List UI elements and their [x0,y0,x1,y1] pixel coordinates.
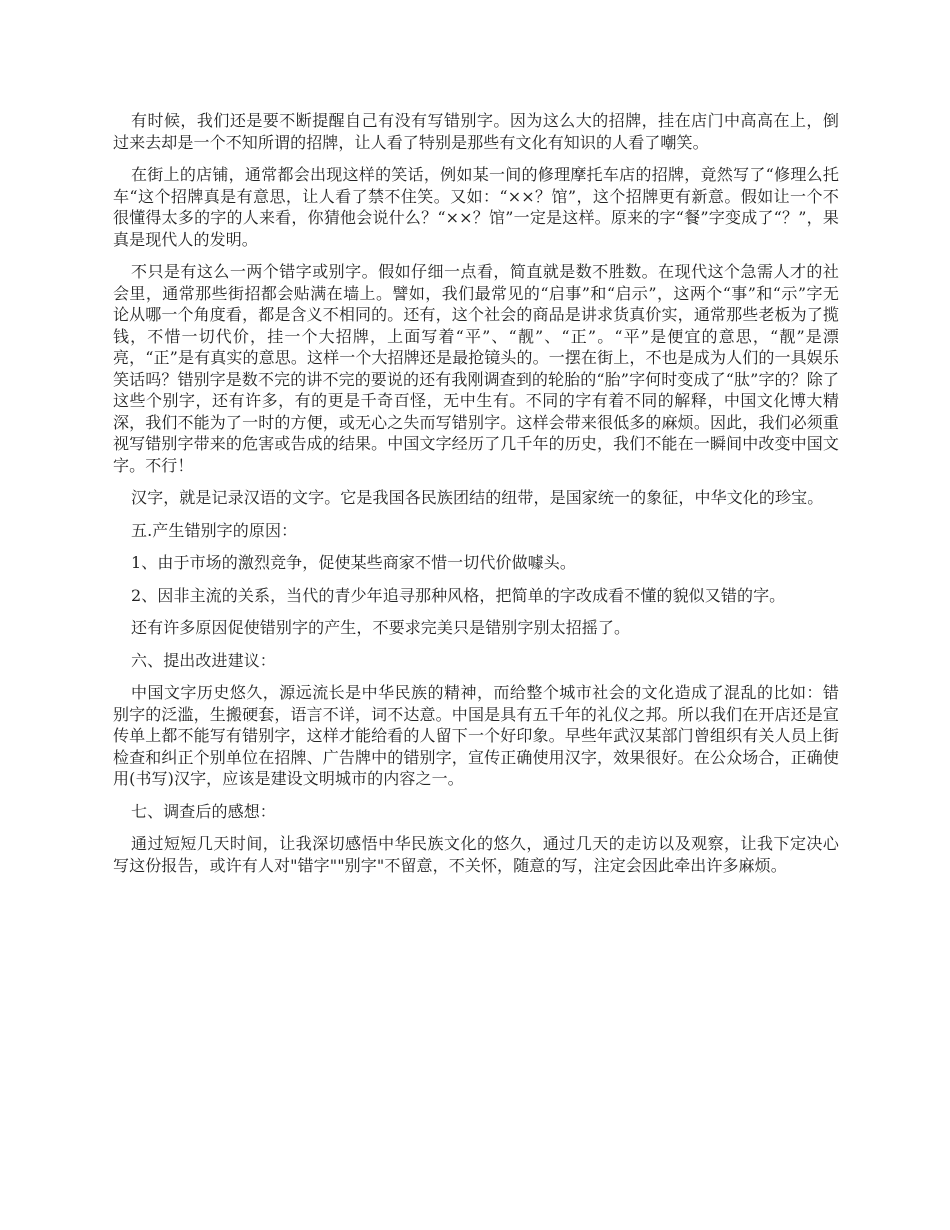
section-heading-suggestions: 六、提出改进建议： [131,650,276,670]
section-heading-causes: 五.产生错别字的原因： [131,520,298,540]
paragraph-suggestions: 中国文字历史悠久，源远流长是中华民族的精神，而给整个城市社会的文化造成了混乱的比如：错别字的泛滥，生搬硬套，语言不详，词不达意。中国是具有五千年的礼仪之邦。所以我们在开店还是宣传单上都不能写有错别字，这样才能给看的人留下一个好印象。早些年武汉某部门曾组织有关人员上街检查和纠正个别单位在招牌、广告牌中的错别字，宣传正确使用汉字，效果很好。在公众场合，正确使用(书写)汉字，应该是建设文明城市的内容之一。 [113,683,839,788]
paragraph-countless-errors: 不只是有这么一两个错字或别字。假如仔细一点看，简直就是数不胜数。在现代这个急需人才的社会里，通常那些街招都会贴满在墙上。譬如，我们最常见的“启事”和“启示”，这两个“事”和“示”字无论从哪一个角度看，都是含义不相同的。还有，这个社会的商品是讲求货真价实，通常那些老板为了揽钱，不惜一切代价，挂一个大招牌，上面写着“平”、“靓”、“正”。“平”是便宜的意思，“靓”是漂亮，“正”是有真实的意思。这样一个大招牌还是最抢镜头的。一摆在街上，不也是成为人们的一具娱乐笑话吗？错别字是数不完的讲不完的要说的还有我刚调查到的轮胎的“胎”字何时变成了“肽”字的？除了这些个别字，还有许多，有的更是千奇百怪，无中生有。不同的字有着不同的解释，中国文化博大精深，我们不能为了一时的方便，或无心之失而写错别字。这样会带来很低多的麻烦。因此，我们必须重视写错别字带来的危害或告成的结果。中国文字经历了几千年的历史，我们不能在一瞬间中改变中国文字。不行！ [113,262,839,475]
list-item-cause-1: 1、由于市场的激烈竞争，促使某些商家不惜一切代价做噱头。 [131,553,576,572]
list-item-cause-2: 2、因非主流的关系，当代的青少年追寻那种风格，把简单的字改成看不懂的貌似又错的字。 [131,585,786,605]
section-heading-reflections: 七、调查后的感想： [131,801,276,821]
paragraph-reflections: 通过短短几天时间，让我深切感悟中华民族文化的悠久，通过几天的走访以及观察，让我下定决心写这份报告，或许有人对"错字""别字"不留意，不关怀，随意的写，注定会因此牵出许多麻烦。 [113,834,839,875]
paragraph-proofreading-reminder: 有时候，我们还是要不断提醒自己有没有写错别字。因为这么大的招牌，挂在店门中高高在上，倒过来去却是一个不知所谓的招牌，让人看了特别是那些有文化有知识的人看了嘲笑。 [113,111,839,152]
paragraph-street-shop-jokes: 在街上的店铺，通常都会出现这样的笑话，例如某一间的修理摩托车店的招牌，竟然写了“修理么托车“这个招牌真是有意思，让人看了禁不住笑。又如：“××？馆”，这个招牌更有新意。假如让一个不很懂得太多的字的人来看，你猜他会说什么？“××？馆”一定是这样。原来的字“餐”字变成了“？”，果真是现代人的发明。 [113,165,839,249]
paragraph-other-causes: 还有许多原因促使错别字的产生，不要求完美只是错别字别太招摇了。 [131,618,631,637]
paragraph-chinese-characters: 汉字，就是记录汉语的文字。它是我国各民族团结的纽带，是国家统一的象征，中华文化的珍宝。 [131,488,824,507]
document-body [113,110,839,887]
